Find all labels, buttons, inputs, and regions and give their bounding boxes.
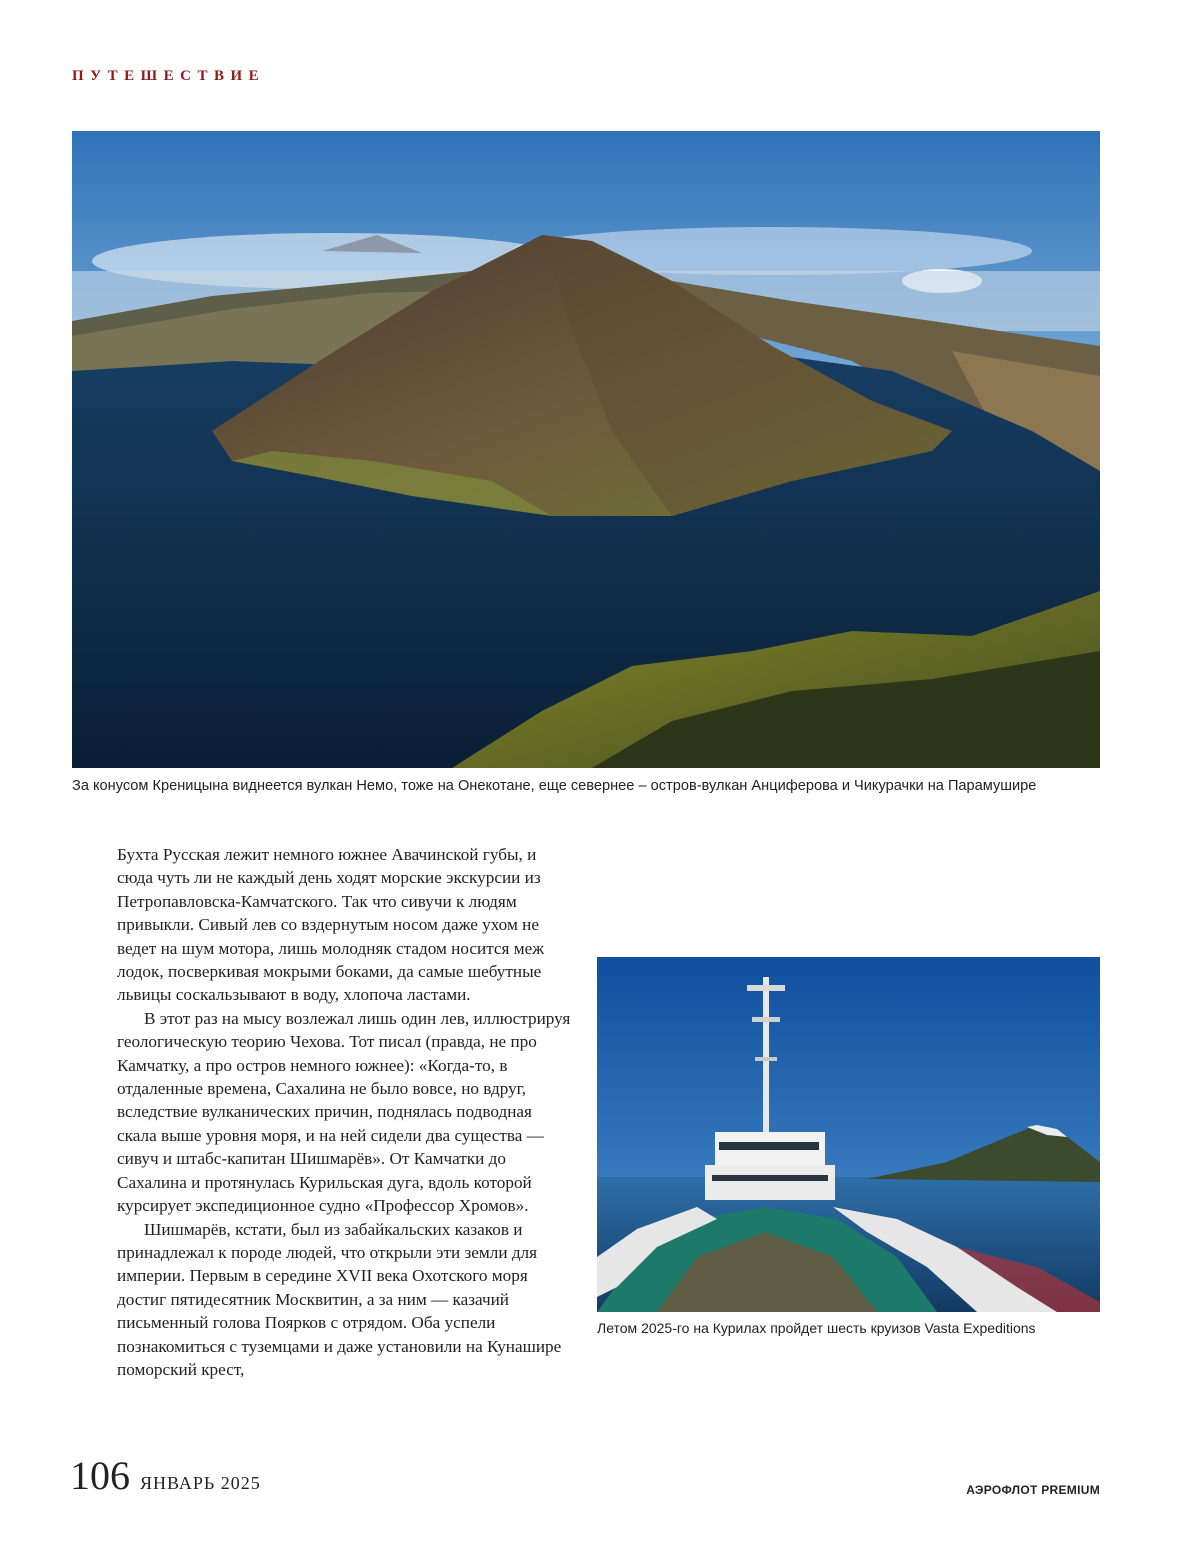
- article-paragraph: Шишмарёв, кстати, был из забайкальских казаков и принадлежал к породе людей, что открыли эти земли для империи. Первым в середине XVII века Охотского моря достиг пятидесятник Москвитин, а за ним — казачий письменный голова Поярков с отрядом. Оба успели познакомиться с туземцами и даже установили на Кунашире поморский крест,: [117, 1219, 562, 1379]
- magazine-name: АЭРОФЛОТ PREMIUM: [966, 1483, 1100, 1497]
- article-paragraph: В этот раз на мысу возлежал лишь один лев, иллюстрируя геологическую теорию Чехова. Тот писал (правда, не про Камчатку, а про остров немного южнее): «Когда-то, в отдаленные времена, Сахалина не было вовсе, но вдруг, вследствие вулканических причин, поднялась подводная скала выше уровня моря, и на ней сидели два существа — сивуч и штабс-капитан Шишмарёв». От Камчатки до Сахалина и протянулась Курильская дуга, вдоль которой курсирует экспедиционное судно «Профессор Хромов».: [117, 1008, 571, 1216]
- hero-photo: [72, 131, 1100, 768]
- volcano-image: [72, 131, 1100, 768]
- article-body: [117, 843, 575, 1381]
- ship-image: [597, 957, 1100, 1312]
- page-number: 106: [70, 1453, 130, 1498]
- ship-caption: Летом 2025-го на Курилах пройдет шесть круизов Vasta Expeditions: [597, 1320, 1036, 1336]
- ship-photo: [597, 957, 1100, 1312]
- hero-caption: За конусом Креницына виднеется вулкан Немо, тоже на Онекотане, еще севернее – остров-вулкан Анциферова и Чикурачки на Парамушире: [72, 778, 1037, 794]
- issue-date: ЯНВАРЬ 2025: [140, 1473, 261, 1493]
- article-paragraph: Бухта Русская лежит немного южнее Авачинской губы, и сюда чуть ли не каждый день ходят морские экскурсии из Петропавловска-Камчатского. Так что сивучи к людям привыкли. Сивый лев со вздернутым носом даже ухом не ведет на шум мотора, лишь молодняк стадом носится меж лодок, посверкивая мокрыми боками, да самые шебутные львицы соскальзывают в воду, хлопоча ластами.: [117, 845, 545, 1005]
- section-title: ПУТЕШЕСТВИЕ: [72, 68, 266, 84]
- footer-folio: [70, 1453, 261, 1498]
